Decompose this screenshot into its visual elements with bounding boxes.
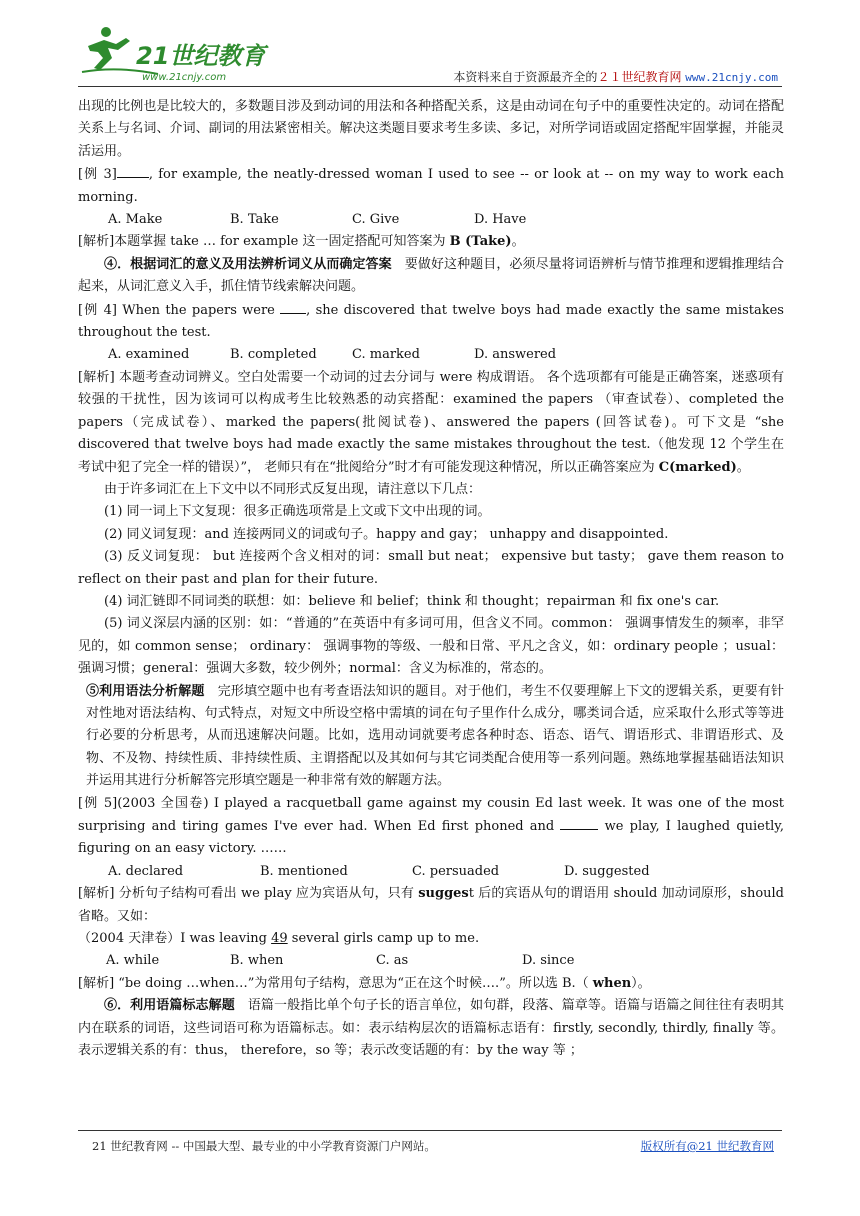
note-3: (3) 反义词复现： but 连接两个含义相对的词：small but neat； expensive but tasty； gave them reason to reflect on their past and plan for their future. (78, 549, 784, 587)
page-header (78, 24, 782, 86)
option-d: D. suggested (564, 863, 650, 879)
option-a: A. declared (108, 863, 184, 879)
footer-divider (78, 1130, 782, 1131)
footer-copyright-link[interactable]: 版权所有@21 世纪教育网 (640, 1139, 774, 1153)
option-b: B. when (230, 953, 284, 969)
answer-text: B (Take) (449, 234, 512, 250)
option-a: A. examined (108, 347, 190, 363)
header-site-url[interactable]: www.21cnjy.com (685, 71, 778, 84)
section-5: ⑤利用语法分析解题 完形填空题中也有考查语法知识的题目。对于他们，考生不仅要理解上下文的逻辑关系，更要有针对性地对语法结构、句式特点，对短文中所设空格中需填的词在句子里作什么成分，哪类词合适，应采取什么形式等等进行必要的分析思考，从而迅速解决问题。比如，选用动词就要考虑各种时态、语态、语气、谓语形式、非谓语形式、及物、不及物、持续性质、非持续性质、主谓搭配以及其如何与其它词类配合使用等一系列问题。熟练地掌握基础语法知识并运用其进行分析解答完形填空题是一种非常有效的解题方法。 (86, 683, 784, 789)
option-a: A. while (106, 953, 160, 969)
logo-url: www.21cnjy.com (142, 72, 227, 83)
header-note (453, 68, 778, 85)
example-4: [例 4] When the papers were , she discovered that twelve boys had made exactly the same mistakes throughout the test. (78, 299, 784, 345)
note-1: (1) 同一词上下文复现：很多正确选项常是上文或下文中出现的词。 (104, 504, 491, 520)
note-5: (5) 词义深层内涵的区别：如：“普通的”在英语中有多词可用，但含义不同。common： 强调事情发生的频率，非罕见的，如 common sense； ordinary： 强调事物的等级、一般和日常、平凡之含义，如：ordinary people ；usual：强调习惯；general：强调大多数，较少例外；normal：含义为标准的，常态的。 (78, 616, 784, 677)
answer-blank (560, 815, 598, 830)
paragraph-intro: 出现的比例也是比较大的，多数题目涉及到动词的用法和各种搭配关系，这是由动词在句子中的重要性决定的。动词在搭配关系上与名词、介词、副词的用法紧密相关。解决这类题目要求考生多读、多记，对所学词语或固定搭配牢固掌握，并能灵活运用。 (78, 99, 784, 159)
section-4: ④．根据词汇的意义及用法辨析词义从而确定答案 要做好这种题目，必须尽量将词语辨析与情节推理和逻辑推理结合起来，从词汇意义入手，抓住情节线索解决问题。 (78, 256, 784, 295)
section-6: ⑥．利用语篇标志解题 语篇一般指比单个句子长的语言单位，如句群，段落、篇章等。语篇与语篇之间往往有表明其内在联系的词语，这些词语可称为语篇标志。如：表示结构层次的语篇标志语有：firstly, secondly, thirdly, finally 等。表示逻辑关系的有：thus， therefore，so 等；表示改变话题的有：by the way 等 ； (78, 998, 784, 1059)
note-4: (4) 词汇链即不同词类的联想：如：believe 和 belief；think 和 thought；repairman 和 fix one's car. (104, 593, 720, 609)
option-b: B. mentioned (260, 863, 348, 879)
header-divider (78, 86, 782, 87)
example-3-analysis: [解析]本题掌握 take … for example 这一固定搭配可知答案为 B (Take)。 (78, 234, 525, 250)
example-3-options (78, 209, 784, 231)
footer-tagline: 21 世纪教育网 -- 中国最大型、最专业的中小学教育资源门户网站。 (92, 1139, 436, 1153)
example-6-analysis: [解析] “be doing …when…”为常用句子结构，意思为“正在这个时候….”。所以选 B.（ when）。 (78, 975, 651, 991)
option-c: C. marked (352, 347, 420, 363)
note-2: (2) 同义词复现：and 连接两同义的词或句子。happy and gay； unhappy and disappointed. (104, 526, 669, 542)
logo-title: 21世纪教育 (136, 42, 266, 70)
section-4-heading: ④．根据词汇的意义及用法辨析词义从而确定答案 (104, 256, 392, 272)
example-5-options (78, 861, 784, 883)
notes-intro: 由于许多词汇在上下文中以不同形式反复出现，请注意以下几点： (104, 481, 482, 497)
option-c: C. as (376, 953, 409, 969)
option-c: C. Give (352, 212, 400, 228)
option-c: C. persuaded (412, 863, 500, 879)
answer-blank (280, 299, 306, 314)
header-note-prefix: 本资料来自于资源最齐全的 (453, 70, 598, 84)
example-4-options (78, 344, 784, 366)
example-5-analysis: [解析] 分析句子结构可看出 we play 应为宾语从句，只有 suggest 后的宾语从句的谓语用 should 加动词原形，should 省略。又如： (78, 886, 785, 924)
answer-blank (117, 163, 149, 178)
example-5: [例 5](2003 全国卷) I played a racquetball game against my cousin Ed last week. It was one of the most surprising and tiring games I've ever had. When Ed first phoned and we play, I laughed quietly, figuring on an easy victory. …… (78, 795, 784, 857)
option-d: D. Have (474, 212, 527, 228)
section-5-heading: ⑤利用语法分析解题 (86, 683, 205, 699)
answer-text: when (592, 975, 632, 991)
keyword-suggest: sugges (418, 886, 469, 902)
example-6-options (78, 950, 784, 972)
answer-blank-number: 49 (271, 931, 288, 947)
document-body (78, 96, 784, 1062)
option-a: A. Make (108, 212, 163, 228)
section-6-heading: ⑥．利用语篇标志解题 (104, 998, 235, 1014)
option-b: B. Take (230, 212, 279, 228)
site-logo (78, 24, 288, 84)
answer-text: C(marked) (658, 459, 737, 475)
example-3: [例 3] , for example, the neatly-dressed woman I used to see -- or look at -- on my way to work each morning. (78, 163, 784, 209)
option-b: B. completed (230, 347, 317, 363)
header-site-name[interactable]: ２１世纪教育网 (597, 70, 682, 84)
option-d: D. since (522, 953, 575, 969)
example-6: （2004 天津卷）I was leaving 49 several girls camp up to me. (78, 931, 480, 947)
example-4-analysis: [解析] 本题考查动词辨义。空白处需要一个动词的过去分词与 were 构成谓语。 各个选项都有可能是正确答案，迷惑项有较强的干扰性，因为该词可以构成考生比较熟悉的动宾搭配：examined the papers （审查试卷）、completed the papers（完成试卷）、marked the papers(批阅试卷)、answered the papers (回答试卷)。可下文是 “she discovered that twelve boys had made exactly the same mistakes throughout the test.（他发现 12 个学生在考试中犯了完全一样的错误）”， 老师只有在“批阅给分”时才有可能发现这种情况，所以正确答案应为 C(marked)。 (78, 369, 784, 475)
option-d: D. answered (474, 347, 557, 363)
